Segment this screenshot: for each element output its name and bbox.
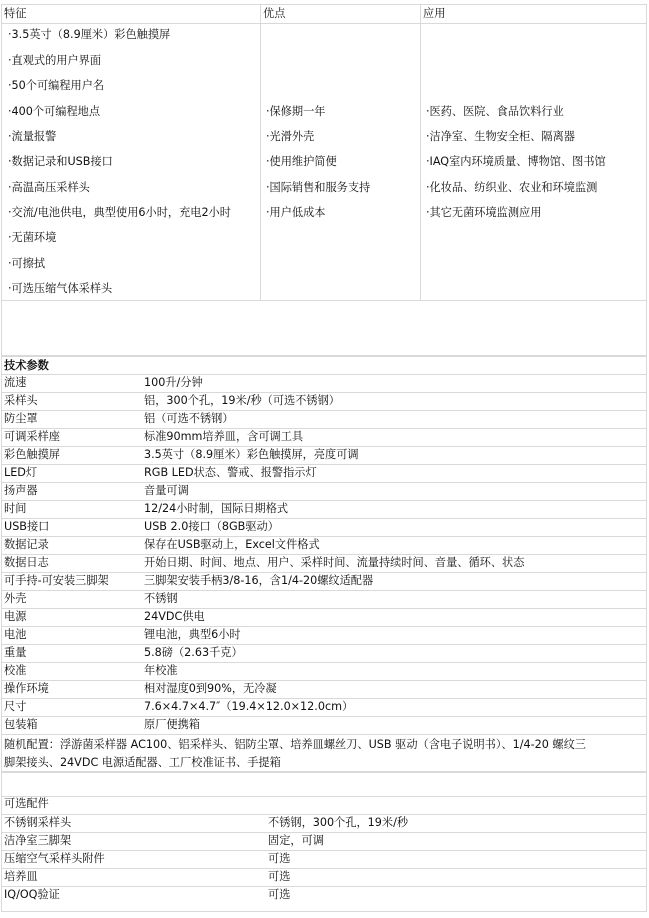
spec-row-label: 彩色触摸屏 <box>4 448 60 461</box>
options-title: 可选配件 <box>4 797 49 810</box>
spec-row-divider <box>1 482 647 483</box>
spec-row-divider <box>1 392 647 393</box>
spec-row-label: LED灯 <box>4 466 38 479</box>
features-col-divider-1 <box>260 4 261 300</box>
spec-row-label: 数据记录 <box>4 538 49 551</box>
option-row-label: 洁净室三脚架 <box>4 834 72 847</box>
spec-row-value: 7.6×4.7×4.7″（19.4×12.0×12.0cm） <box>144 700 354 713</box>
spec-row-value: 开始日期、时间、地点、用户、采样时间、流量持续时间、音量、循环、状态 <box>144 556 525 569</box>
features-header-application: 应用 <box>423 7 446 20</box>
features-header-advantage: 优点 <box>263 7 286 20</box>
advantage-item: ·用户低成本 <box>266 206 326 219</box>
spec-row-divider <box>1 662 647 663</box>
application-item: ·IAQ室内环境质量、博物馆、图书馆 <box>426 155 606 168</box>
spec-row-divider <box>1 428 647 429</box>
specs-title: 技术参数 <box>4 359 49 372</box>
spec-row-label: 流速 <box>4 376 27 389</box>
options-table <box>1 772 647 912</box>
option-row-label: 培养皿 <box>4 870 38 883</box>
spec-row-value: 24VDC供电 <box>144 610 205 623</box>
spec-row-value: 三脚架安装手柄3/8-16，含1/4-20螺纹适配器 <box>144 574 374 587</box>
application-item: ·医药、医院、食品饮料行业 <box>426 105 564 118</box>
spec-row-label: 采样头 <box>4 394 38 407</box>
spec-row-value: 不锈钢 <box>144 592 178 605</box>
spec-row-divider <box>1 608 647 609</box>
feature-item: ·3.5英寸（8.9厘米）彩色触摸屏 <box>8 28 171 41</box>
application-item: ·其它无菌环境监测应用 <box>426 206 542 219</box>
application-item: ·化妆品、纺织业、农业和环境监测 <box>426 181 598 194</box>
option-row-label: 压缩空气采样头附件 <box>4 852 105 865</box>
feature-item: ·400个可编程地点 <box>8 105 101 118</box>
option-row-value: 可选 <box>268 888 291 901</box>
spec-row-divider <box>1 554 647 555</box>
spec-row-divider <box>1 680 647 681</box>
spec-row-value: 相对湿度0到90%，无冷凝 <box>144 682 277 695</box>
option-row-label: 不锈钢采样头 <box>4 816 72 829</box>
spec-row-label: 校准 <box>4 664 27 677</box>
option-row-divider <box>1 868 647 869</box>
feature-item: ·流量报警 <box>8 130 57 143</box>
spec-row-value: 年校准 <box>144 664 178 677</box>
spec-row-divider <box>1 572 647 573</box>
spec-row-value: 5.8磅（2.63千克） <box>144 646 243 659</box>
spec-row-value: 12/24小时制，国际日期格式 <box>144 502 289 515</box>
spec-row-divider <box>1 644 647 645</box>
option-row-divider <box>1 850 647 851</box>
spec-row-value: 铝，300个孔，19米/秒（可选不锈钢） <box>144 394 340 407</box>
spec-row-label: 数据日志 <box>4 556 49 569</box>
spec-row-value: 保存在USB驱动上，Excel文件格式 <box>144 538 320 551</box>
spec-row-divider <box>1 500 647 501</box>
spec-row-value: USB 2.0接口（8GB驱动） <box>144 520 279 533</box>
option-row-value: 固定，可调 <box>268 834 324 847</box>
spec-row-label: 电源 <box>4 610 27 623</box>
spec-row-divider <box>1 734 647 735</box>
spec-row-label: 重量 <box>4 646 27 659</box>
option-row-divider <box>1 886 647 887</box>
spec-row-label: 包装箱 <box>4 718 38 731</box>
spec-row-divider <box>1 518 647 519</box>
features-header-divider <box>1 23 647 24</box>
features-header-feature: 特征 <box>4 7 27 20</box>
option-row-divider <box>1 832 647 833</box>
spec-row-value: 100升/分钟 <box>144 376 203 389</box>
feature-item: ·50个可编程用户名 <box>8 79 105 92</box>
option-row-value: 可选 <box>268 870 291 883</box>
spec-row-divider <box>1 536 647 537</box>
option-row-divider <box>1 814 647 815</box>
spec-row-divider <box>1 590 647 591</box>
advantage-item: ·国际销售和服务支持 <box>266 181 371 194</box>
spec-config-line-1: 随机配置：浮游菌采样器 AC100、铝采样头、铝防尘罩、培养皿螺丝刀、USB 驱动（含电子说明书）、1/4-20 螺纹三 <box>4 738 586 751</box>
advantage-item: ·光滑外壳 <box>266 130 315 143</box>
feature-item: ·可选压缩气体采样头 <box>8 282 113 295</box>
spec-config-line-2: 脚架接头、24VDC 电源适配器、工厂校准证书、手提箱 <box>4 756 281 769</box>
feature-item: ·高温高压采样头 <box>8 181 90 194</box>
feature-item: ·可擦拭 <box>8 257 46 270</box>
spec-row-value: 原厂便携箱 <box>144 718 200 731</box>
spec-row-label: 外壳 <box>4 592 27 605</box>
option-row-value: 不锈钢，300个孔，19米/秒 <box>268 816 409 829</box>
option-row-value: 可选 <box>268 852 291 865</box>
advantage-item: ·保修期一年 <box>266 105 326 118</box>
spec-row-label: 尺寸 <box>4 700 27 713</box>
application-item: ·洁净室、生物安全柜、隔离器 <box>426 130 575 143</box>
features-col-divider-2 <box>420 4 421 300</box>
feature-item: ·无菌环境 <box>8 231 57 244</box>
spec-row-label: 可手持-可安装三脚架 <box>4 574 109 587</box>
feature-item: ·直观式的用户界面 <box>8 54 102 67</box>
options-title-divider <box>1 796 647 797</box>
spec-row-label: 防尘罩 <box>4 412 38 425</box>
spec-row-value: 音量可调 <box>144 484 189 497</box>
spec-row-divider <box>1 374 647 375</box>
spec-row-value: RGB LED状态、警戒、报警指示灯 <box>144 466 317 479</box>
spec-row-value: 铝（可选不锈钢） <box>144 412 234 425</box>
spec-row-label: 电池 <box>4 628 27 641</box>
spec-row-label: 时间 <box>4 502 27 515</box>
spec-row-divider <box>1 410 647 411</box>
feature-item: ·数据记录和USB接口 <box>8 155 113 168</box>
spec-row-value: 标准90mm培养皿，含可调工具 <box>144 430 304 443</box>
spec-row-label: USB接口 <box>4 520 50 533</box>
advantage-item: ·使用维护简便 <box>266 155 337 168</box>
spec-row-label: 扬声器 <box>4 484 38 497</box>
spec-row-value: 锂电池，典型6小时 <box>144 628 241 641</box>
spec-row-label: 可调采样座 <box>4 430 60 443</box>
spec-row-divider <box>1 698 647 699</box>
feature-item: ·交流/电池供电，典型使用6小时，充电2小时 <box>8 206 231 219</box>
spec-row-divider <box>1 626 647 627</box>
spec-row-divider <box>1 446 647 447</box>
option-row-label: IQ/OQ验证 <box>4 888 60 901</box>
spec-row-divider <box>1 716 647 717</box>
spec-row-label: 操作环境 <box>4 682 49 695</box>
features-bottom-divider <box>1 300 647 301</box>
spec-row-value: 3.5英寸（8.9厘米）彩色触摸屏，亮度可调 <box>144 448 359 461</box>
spec-row-divider <box>1 464 647 465</box>
